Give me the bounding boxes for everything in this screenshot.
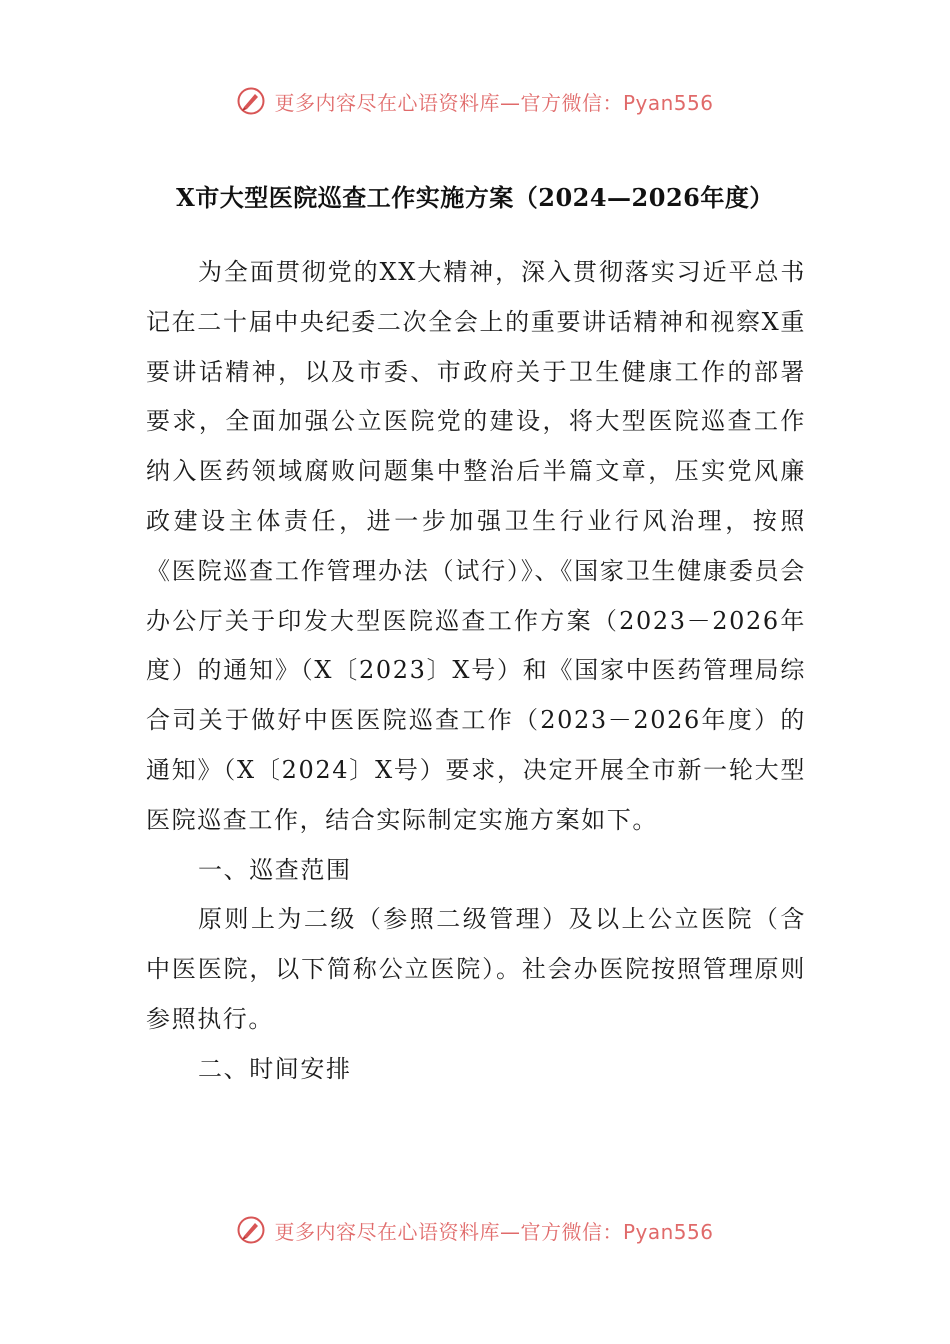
intro-paragraph: 为全面贯彻党的XX大精神，深入贯彻落实习近平总书记在二十届中央纪委二次全会上的重要讲话精神和视察X重要讲话精神，以及市委、市政府关于卫生健康工作的部署要求，全面加强公立医院党的建设，将大型医院巡查工作纳入医药领域腐败问题集中整治后半篇文章，压实党风廉政建设主体责任，进一步加强卫生行业行风治理，按照《医院巡查工作管理办法（试行）》、《国家卫生健康委员会办公厅关于印发大型医院巡查工作方案（2023－2026年度）的通知》（X〔2023〕X号）和《国家中医药管理局综合司关于做好中医医院巡查工作（2023－2026年度）的通知》（X〔2024〕X号）要求，决定开展全市新一轮大型医院巡查工作，结合实际制定实施方案如下。 xyxy=(146,258,806,834)
pen-logo-icon xyxy=(236,86,266,116)
watermark-footer xyxy=(0,1215,950,1245)
watermark-header xyxy=(0,86,950,116)
watermark-text: 更多内容尽在心语资料库—官方微信：Pyan556 xyxy=(274,90,714,115)
watermark-text: 更多内容尽在心语资料库—官方微信：Pyan556 xyxy=(274,1219,714,1244)
section-heading-scope: 一、巡查范围 xyxy=(198,855,352,884)
document-body xyxy=(146,248,806,1095)
document-title: X市大型医院巡查工作实施方案（2024—2026年度） xyxy=(176,183,774,212)
scope-paragraph: 原则上为二级（参照二级管理）及以上公立医院（含中医医院，以下简称公立医院）。社会办医院按照管理原则参照执行。 xyxy=(146,905,806,1033)
pen-logo-icon xyxy=(236,1215,266,1245)
section-heading-schedule: 二、时间安排 xyxy=(198,1054,352,1083)
